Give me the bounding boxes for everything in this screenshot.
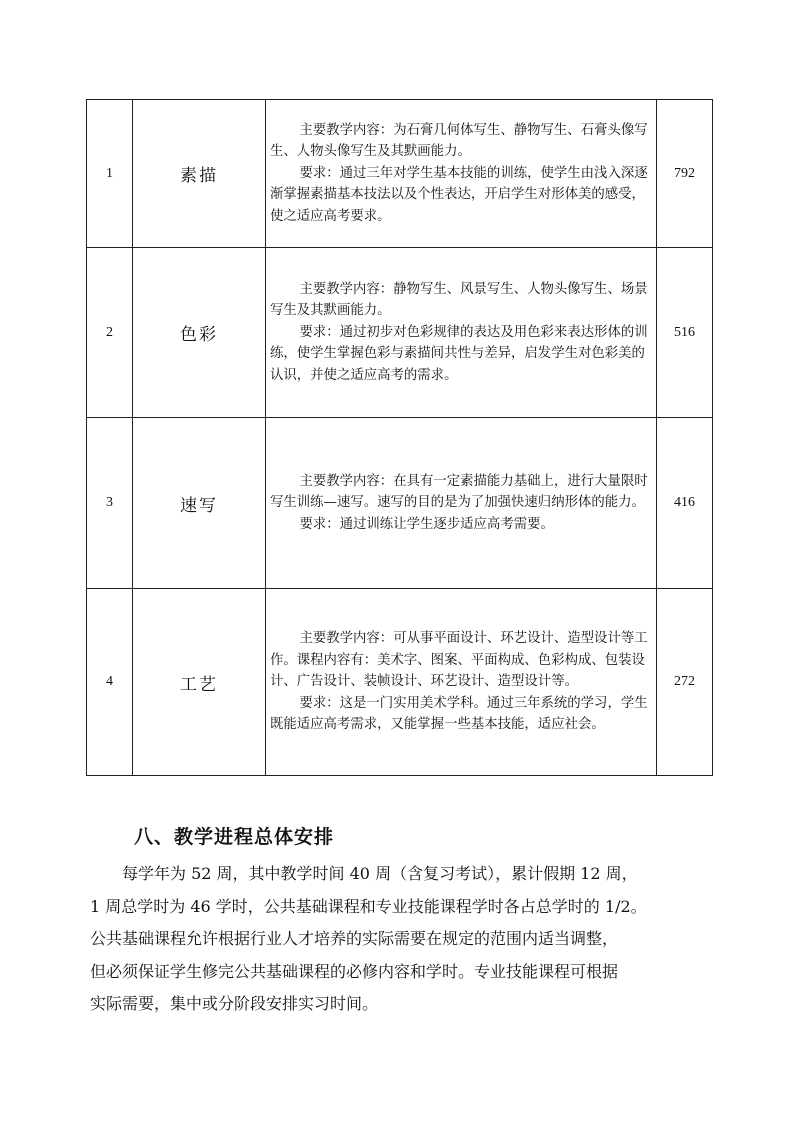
section-paragraph [90,858,720,1021]
paragraph-line: 每学年为 52 周，其中教学时间 40 周（含复习考试），累计假期 12 周， [122,864,638,883]
course-hours: 272 [657,589,713,776]
paragraph-line: 1 周总学时为 46 学时，公共基础课程和专业技能课程学时各占总学时的 1/2。 [90,896,647,916]
course-name: 速写 [133,418,266,589]
table-row [87,589,713,776]
course-description [266,589,657,776]
course-description [266,248,657,418]
course-content: 主要教学内容：在具有一定素描能力基础上，进行大量限时写生训练—速写。速写的目的是为了加强快速归纳形体的能力。 [270,473,648,511]
paragraph-line: 但必须保证学生修完公共基础课程的必修内容和学时。专业技能课程可根据 [90,961,619,981]
course-table [86,99,713,776]
row-number: 1 [87,100,133,248]
course-content: 主要教学内容：为石膏几何体写生、静物写生、石膏头像写生、人物头像写生及其默画能力。 [270,122,648,160]
course-requirement: 要求：通过训练让学生逐步适应高考需要。 [299,516,554,532]
table-row [87,418,713,589]
table-row [87,248,713,418]
course-hours: 792 [657,100,713,248]
course-name: 工艺 [133,589,266,776]
course-requirement: 要求：通过初步对色彩规律的表达及用色彩来表达形体的训练，使学生掌握色彩与素描间共性与差异，启发学生对色彩美的认识，并使之适应高考的需求。 [270,324,648,383]
paragraph-line: 实际需要，集中或分阶段安排实习时间。 [90,994,379,1013]
paragraph-line: 公共基础课程允许根据行业人才培养的实际需要在规定的范围内适当调整， [90,929,619,948]
table-row [87,100,713,248]
course-content: 主要教学内容：可从事平面设计、环艺设计、造型设计等工作。课程内容有：美术字、图案、平面构成、色彩构成、包装设计、广告设计、装帧设计、环艺设计、造型设计等。 [270,631,648,690]
course-name: 色彩 [133,248,266,418]
row-number: 2 [87,248,133,418]
course-requirement: 要求：这是一门实用美术学科。通过三年系统的学习，学生既能适应高考需求，又能掌握一些基本技能，适应社会。 [270,695,648,733]
section-heading: 八、教学进程总体安排 [134,826,335,848]
course-content: 主要教学内容：静物写生、风景写生、人物头像写生、场景写生及其默画能力。 [270,281,648,319]
row-number: 3 [87,418,133,589]
course-description [266,418,657,589]
course-description [266,100,657,248]
course-hours: 516 [657,248,713,418]
course-requirement: 要求：通过三年对学生基本技能的训练，使学生由浅入深逐渐掌握素描基本技法以及个性表达，开启学生对形体美的感受，使之适应高考要求。 [270,165,648,224]
course-hours: 416 [657,418,713,589]
row-number: 4 [87,589,133,776]
course-name: 素描 [133,100,266,248]
